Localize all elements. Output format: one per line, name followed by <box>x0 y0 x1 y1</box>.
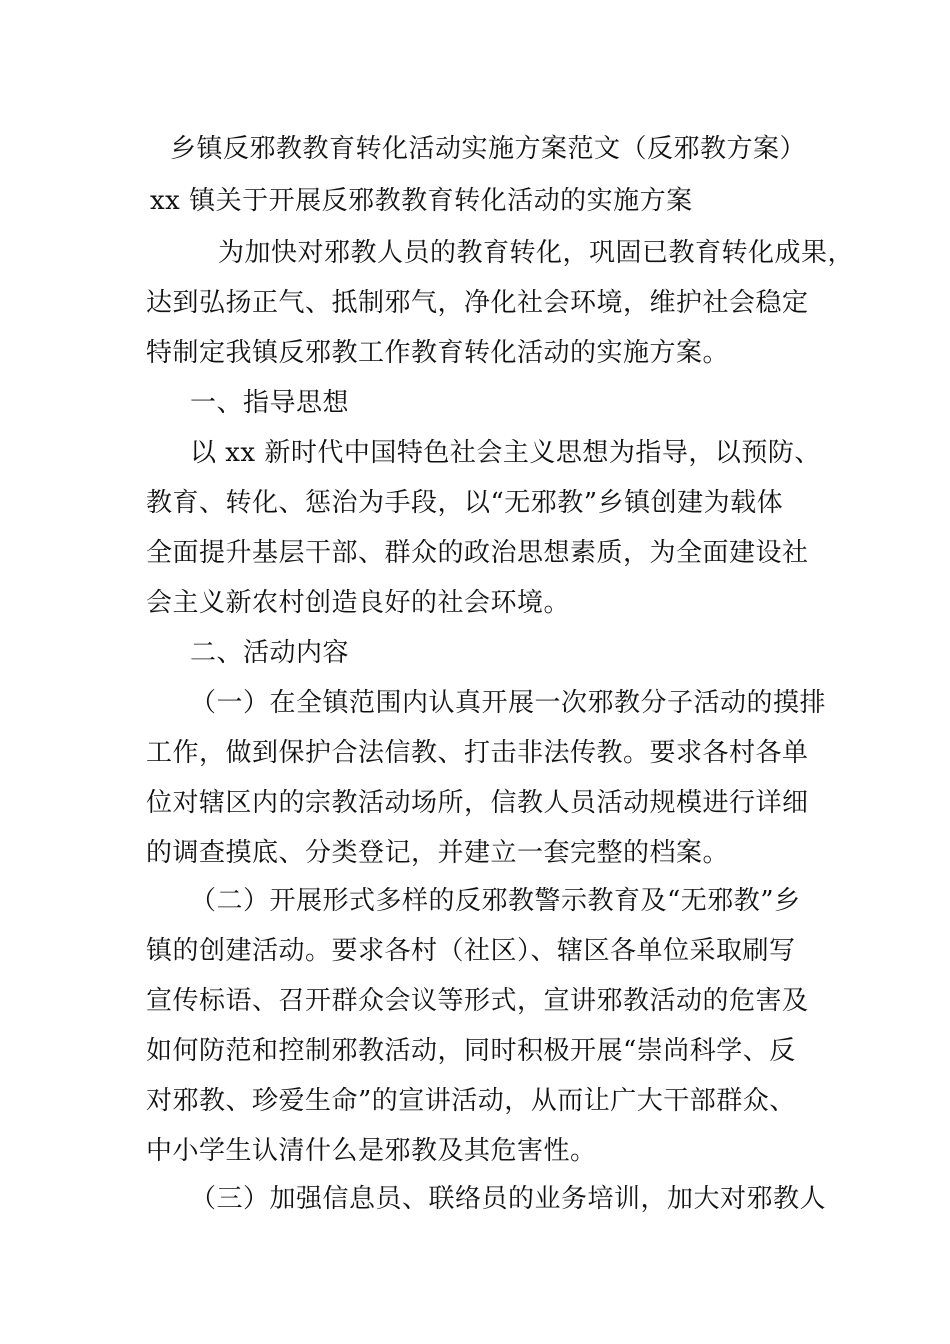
paragraph-line: 宣传标语、召开群众会议等形式，宣讲邪教活动的危害及 <box>146 986 809 1016</box>
paragraph-line: （二）开展形式多样的反邪教警示教育及“无邪教”乡 <box>190 886 801 916</box>
paragraph-line: 工作，做到保护合法信教、打击非法传教。要求各村各单 <box>146 738 809 768</box>
paragraph-line: 对邪教、珍爱生命”的宣讲活动，从而让广大干部群众、 <box>146 1086 796 1116</box>
paragraph-line: 为加快对邪教人员的教育转化，巩固已教育转化成果， <box>218 238 855 268</box>
paragraph-line: 的调查摸底、分类登记，并建立一套完整的档案。 <box>146 838 730 868</box>
document-subtitle: xx 镇关于开展反邪教教育转化活动的实施方案 <box>150 186 693 216</box>
paragraph-line: 特制定我镇反邪教工作教育转化活动的实施方案。 <box>146 338 730 368</box>
paragraph-line: 如何防范和控制邪教活动，同时积极开展“崇尚科学、反 <box>146 1036 796 1066</box>
paragraph-line: 以 xx 新时代中国特色社会主义思想为指导，以预防、 <box>190 438 821 468</box>
paragraph-line: （三）加强信息员、联络员的业务培训，加大对邪教人 <box>190 1184 827 1214</box>
section-heading: 二、活动内容 <box>190 638 350 668</box>
paragraph-line: 达到弘扬正气、抵制邪气，净化社会环境，维护社会稳定 <box>146 288 809 318</box>
paragraph-line: 全面提升基层干部、群众的政治思想素质，为全面建设社 <box>146 538 809 568</box>
document-title: 乡镇反邪教教育转化活动实施方案范文（反邪教方案） <box>170 134 807 164</box>
paragraph-line: 位对辖区内的宗教活动场所，信教人员活动规模进行详细 <box>146 788 809 818</box>
paragraph-line: 教育、转化、惩治为手段，以“无邪教”乡镇创建为载体 <box>146 488 784 518</box>
paragraph-line: 镇的创建活动。要求各村（社区）、辖区各单位采取刷写 <box>146 936 796 966</box>
paragraph-line: 会主义新农村创造良好的社会环境。 <box>146 588 571 618</box>
paragraph-line: 中小学生认清什么是邪教及其危害性。 <box>146 1136 597 1166</box>
paragraph-line: （一）在全镇范围内认真开展一次邪教分子活动的摸排 <box>190 688 827 718</box>
section-heading: 一、指导思想 <box>190 388 350 418</box>
